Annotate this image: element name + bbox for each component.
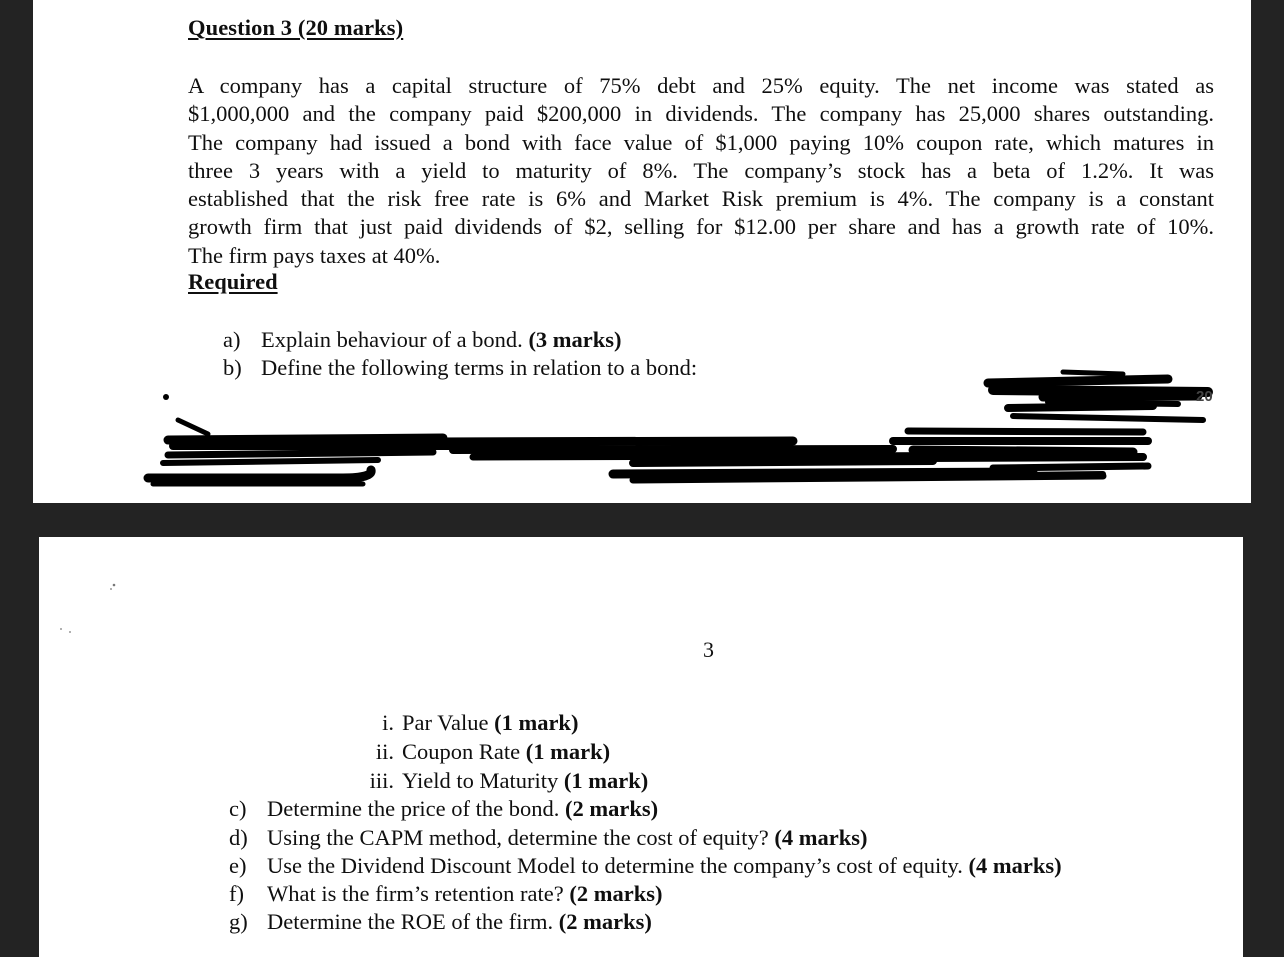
required-heading: Required	[188, 269, 278, 294]
part-text: Use the Dividend Discount Model to determine the company’s cost of equity.	[267, 853, 969, 878]
part-text: What is the firm’s retention rate?	[267, 881, 570, 906]
part-text: Explain behaviour of a bond.	[261, 327, 529, 352]
part-label: d)	[229, 825, 248, 850]
paragraph-line: three 3 years with a yield to maturity of 8%. The company’s stock has a beta of 1.2%. It was	[188, 157, 1214, 183]
part-g	[229, 908, 652, 936]
subpart-text: Par Value	[402, 710, 495, 735]
exam-page-bottom	[39, 537, 1243, 957]
subpart-marks: (1 mark)	[525, 739, 611, 764]
part-c	[229, 795, 658, 823]
part-marks: (3 marks)	[528, 327, 622, 352]
subpart-ii	[354, 738, 610, 766]
part-marks: (2 marks)	[558, 909, 652, 934]
scan-specks	[39, 537, 239, 657]
part-marks: (4 marks)	[774, 825, 868, 850]
part-label: e)	[229, 853, 247, 878]
subpart-text: Coupon Rate	[402, 739, 526, 764]
part-label: c)	[229, 796, 247, 821]
part-text: Define the following terms in relation to a bond:	[261, 355, 698, 380]
exam-page-top	[33, 0, 1251, 503]
paragraph-line: established that the risk free rate is 6% and Market Risk premium is 4%. The company is a constant	[188, 186, 1214, 212]
subpart-label: ii.	[375, 739, 394, 764]
part-label: f)	[229, 881, 244, 906]
redaction-left	[148, 420, 453, 484]
subpart-marks: (1 mark)	[494, 710, 579, 735]
question-title: Question 3 (20 marks)	[188, 15, 404, 40]
paragraph-line: The firm pays taxes at 40%.	[188, 242, 441, 268]
part-label: a)	[223, 327, 241, 352]
part-text: Determine the price of the bond.	[267, 796, 566, 821]
part-marks: (2 marks)	[565, 796, 659, 821]
part-e	[229, 852, 1062, 880]
paragraph-line: The company had issued a bond with face value of $1,000 paying 10% coupon rate, which matures in	[188, 129, 1214, 155]
part-text: Using the CAPM method, determine the cost of equity?	[267, 825, 775, 850]
subpart-text: Yield to Maturity	[402, 768, 564, 793]
part-label: b)	[223, 355, 242, 380]
redaction-right-upper	[988, 372, 1208, 420]
subpart-label: iii.	[369, 768, 394, 793]
subpart-iii	[354, 767, 648, 795]
page-number: 3	[703, 637, 714, 662]
paragraph-line: A company has a capital structure of 75% debt and 25% equity. The net income was stated as	[188, 73, 1214, 98]
subpart-label: i.	[382, 710, 394, 735]
paragraph-line: growth firm that just paid dividends of $2, selling for $12.00 per share and has a growth rate of 10%.	[188, 214, 1214, 240]
subpart-marks: (1 mark)	[563, 768, 649, 793]
redaction-scribbles	[33, 0, 1251, 503]
paragraph-line: $1,000,000 and the company paid $200,000 in dividends. The company has 25,000 shares outstanding.	[188, 101, 1214, 127]
subpart-i	[354, 709, 578, 737]
part-text: Determine the ROE of the firm.	[267, 909, 559, 934]
part-f	[229, 880, 663, 908]
redacted-fragment: 20	[1196, 388, 1213, 405]
part-label: g)	[229, 909, 248, 934]
part-d	[229, 824, 868, 852]
part-marks: (4 marks)	[968, 853, 1062, 878]
part-marks: (2 marks)	[569, 881, 663, 906]
